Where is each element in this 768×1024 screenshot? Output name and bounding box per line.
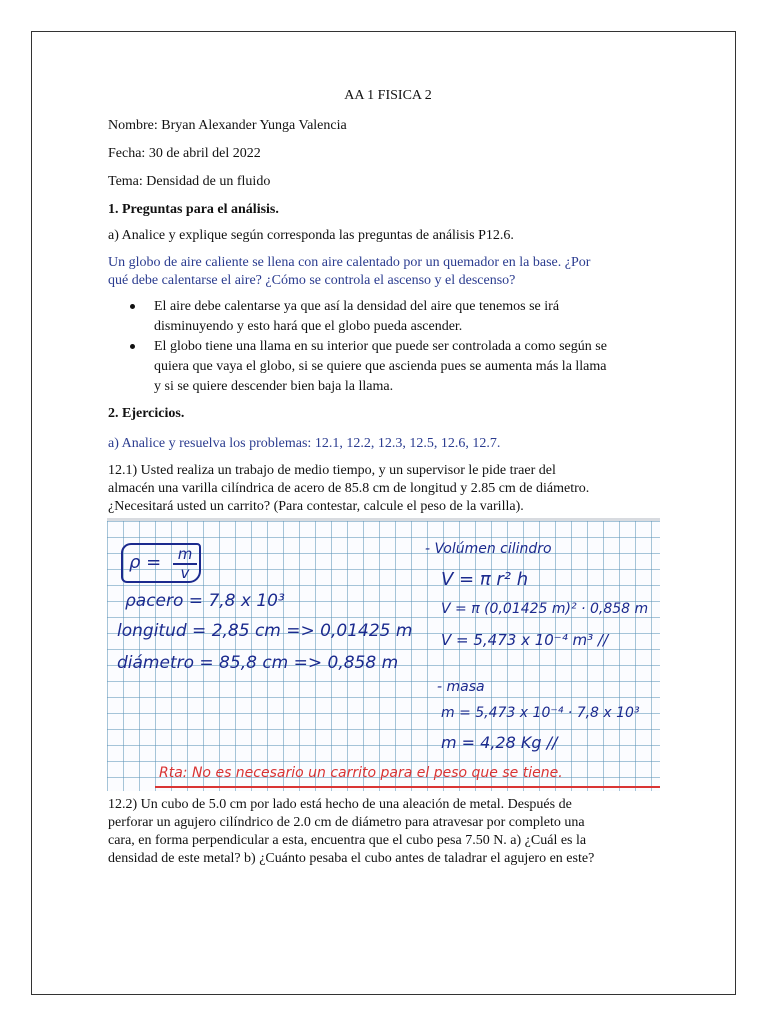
date-line: Fecha: 30 de abril del 2022 — [108, 146, 261, 161]
answer-underline — [155, 786, 660, 788]
hw-volume-result: V = 5,473 x 10⁻⁴ m³ // — [441, 631, 609, 649]
hw-diameter: diámetro = 85,8 cm => 0,858 m — [117, 653, 399, 673]
bullet-dot-icon — [130, 344, 135, 349]
hw-answer: Rta: No es necesario un carrito para el peso que se tiene. — [159, 765, 563, 781]
hw-volume-formula: V = π r² h — [441, 569, 529, 590]
hw-mass-title: - masa — [437, 679, 485, 695]
student-name: Nombre: Bryan Alexander Yunga Valencia — [108, 118, 347, 133]
problem-12-1-line-1: 12.1) Usted realiza un trabajo de medio tiempo, y un supervisor le pide traer del — [108, 463, 556, 478]
section-2-heading: 2. Ejercicios. — [108, 406, 185, 421]
density-formula-box — [121, 543, 201, 583]
hw-length: longitud = 2,85 cm => 0,01425 m — [117, 621, 413, 641]
density-fraction — [173, 547, 197, 581]
bullet-dot-icon — [130, 304, 135, 309]
bullet-1-line-1: El aire debe calentarse ya que así la densidad del aire que tenemos se irá — [154, 299, 560, 314]
problem-12-2-line-1: 12.2) Un cubo de 5.0 cm por lado está hecho de una aleación de metal. Después de — [108, 797, 572, 812]
bullet-2-line-1: El globo tiene una llama en su interior que puede ser controlada a como según se — [154, 339, 607, 354]
hw-mass-result: m = 4,28 Kg // — [441, 733, 558, 752]
section-1-instruction: a) Analice y explique según corresponda las preguntas de análisis P12.6. — [108, 228, 514, 243]
bullet-2-line-3: y si se quiere descender bien baja la llama. — [154, 379, 394, 394]
topic-line: Tema: Densidad de un fluido — [108, 174, 271, 189]
problem-12-2-line-4: densidad de este metal? b) ¿Cuánto pesaba el cubo antes de taladrar el agujero en este? — [108, 851, 595, 866]
handwritten-solution-image — [107, 518, 660, 791]
document-title: AA 1 FISICA 2 — [344, 88, 432, 103]
problem-12-2-line-2: perforar un agujero cilíndrico de 2.0 cm de diámetro para atravesar por completo una — [108, 815, 585, 830]
fraction-denominator: v — [180, 564, 190, 582]
rho-label: ρ = — [129, 552, 162, 573]
problem-12-1-line-3: ¿Necesitará usted un carrito? (Para contestar, calcule el peso de la varilla). — [108, 499, 524, 514]
problem-12-1-line-2: almacén una varilla cilíndrica de acero de 85.8 cm de longitud y 2.85 cm de diámetro. — [108, 481, 590, 496]
section-2-instruction: a) Analice y resuelva los problemas: 12.1, 12.2, 12.3, 12.5, 12.6, 12.7. — [108, 436, 501, 451]
fraction-numerator: m — [177, 545, 193, 563]
hw-volume-title: - Volúmen cilindro — [425, 541, 552, 557]
problem-12-2-line-3: cara, en forma perpendicular a esta, encuentra que el cubo pesa 7.50 N. a) ¿Cuál es la — [108, 833, 587, 848]
question-line-1: Un globo de aire caliente se llena con aire calentado por un quemador en la base. ¿Por — [108, 255, 591, 270]
hw-density-steel: ρacero = 7,8 x 10³ — [125, 591, 285, 611]
question-line-2: qué debe calentarse el aire? ¿Cómo se controla el ascenso y el descenso? — [108, 273, 516, 288]
hw-volume-substitution: V = π (0,01425 m)² · 0,858 m — [441, 601, 649, 617]
bullet-1-line-2: disminuyendo y esto hará que el globo pueda ascender. — [154, 319, 463, 334]
bullet-2-line-2: quiera que vaya el globo, si se quiere que ascienda pues se aumenta más la llama — [154, 359, 607, 374]
hw-mass-formula: m = 5,473 x 10⁻⁴ · 7,8 x 10³ — [441, 705, 640, 721]
section-1-heading: 1. Preguntas para el análisis. — [108, 202, 279, 217]
